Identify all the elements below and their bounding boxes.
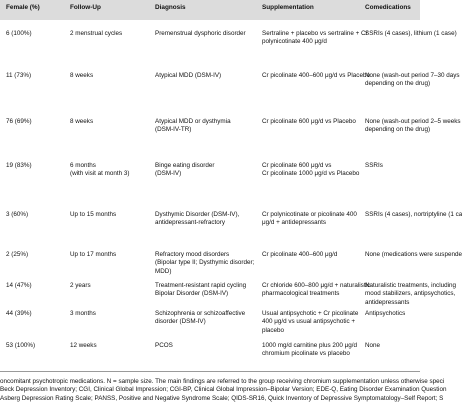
cell-line: Sertraline + placebo vs sertraline + Cr [262, 30, 368, 37]
cell-comedications [365, 342, 380, 350]
cell-comedications [365, 211, 462, 219]
cell-supplementation [262, 30, 368, 47]
cell-line: None (wash-out period 2–5 weeks [365, 118, 461, 125]
cell-line: 1000 mg/d carnitine plus 200 μg/d [262, 342, 357, 349]
cell-line: Naturalistic treatments, including [365, 282, 456, 289]
cell-followup [70, 251, 116, 259]
cell-followup [70, 310, 96, 318]
cell-diagnosis [155, 30, 246, 38]
cell-line: 2 menstrual cycles [70, 30, 123, 37]
cell-line: Binge eating disorder [155, 162, 215, 169]
cell-diagnosis [155, 342, 173, 350]
cell-line: 2 years [70, 282, 91, 289]
cell-line: Premenstrual dysphoric disorder [155, 30, 246, 37]
cell-comedications [365, 251, 462, 259]
cell-female: 3 (60%) [6, 211, 29, 218]
cell-line: None (wash-out period 7–30 days [365, 72, 460, 79]
footnote-line: oncomitant psychotropic medications. N = sample size. The main findings are referred to the group receiving chromium supplementation unless otherwise speci [0, 378, 445, 385]
cell-comedications [365, 118, 461, 135]
cell-supplementation [262, 342, 357, 359]
cell-diagnosis [155, 118, 231, 135]
cell-line: 400 μg/d vs usual antipsychotic + [262, 318, 356, 326]
cell-followup [70, 118, 93, 126]
cell-female: 6 (100%) [6, 30, 32, 37]
cell-line: Bipolar Disorder (DSM-IV) [155, 290, 229, 298]
table-footnote [0, 378, 447, 403]
cell-diagnosis [155, 162, 215, 179]
cell-diagnosis [155, 211, 239, 228]
footnote-line: Beck Depression Inventory; CGI, Clinical Global Impression; CGI-BP, Clinical Global Impression–Bipolar Version; EDE-Q, Eating Disorder Examination Question [0, 386, 447, 394]
cell-comedications [365, 310, 405, 318]
cell-line: Cr chloride 600–800 μg/d + naturalistic [262, 282, 371, 289]
cell-supplementation [262, 251, 337, 259]
cell-female: 11 (73%) [6, 72, 32, 79]
cell-line: Cr picolinate 400–600 μg/d [262, 251, 338, 258]
cell-female: 14 (47%) [6, 282, 32, 289]
cell-line: 8 weeks [70, 72, 94, 79]
cell-line: SSRIs (4 cases), lithium (1 case) [365, 30, 457, 37]
cell-line: antidepressants [365, 298, 410, 306]
cell-line: 3 months [70, 310, 96, 317]
cell-line: disorder (DSM-IV) [155, 318, 206, 326]
cell-line: Atypical MDD (DSM-IV) [155, 72, 222, 79]
cell-supplementation [262, 118, 356, 126]
cell-line: Antipsychotics [365, 310, 406, 317]
header-female: Female (%) [6, 4, 40, 11]
footnote-line: Asberg Depression Rating Scale; PANSS, Positive and Negative Syndrome Scale; QIDS-SR16, Quick Inventory of Depressive Symptomatology–Self Report; S [0, 394, 444, 402]
cell-comedications [365, 30, 457, 38]
cell-female: 76 (69%) [6, 118, 32, 125]
table-bottom-rule [0, 371, 420, 372]
cell-line: MDD) [155, 267, 172, 275]
cell-line: Refractory mood disorders [155, 251, 230, 258]
cell-female: 44 (39%) [6, 310, 32, 317]
cell-female: 19 (83%) [6, 162, 32, 169]
cell-female: 2 (25%) [6, 251, 29, 258]
cell-line: placebo [262, 326, 285, 334]
cell-line: Usual antipsychotic + Cr picolinate [262, 310, 359, 317]
header-comedications: Comedications [365, 4, 411, 11]
cell-comedications [365, 282, 456, 307]
cell-line: Atypical MDD or dysthymia [155, 118, 231, 125]
cell-comedications [365, 72, 460, 89]
cell-line: Cr picolinate 600 μg/d vs [262, 162, 332, 169]
cell-comedications [365, 162, 383, 170]
cell-line: Cr polynicotinate or picolinate 400 [262, 211, 357, 218]
cell-supplementation [262, 72, 370, 80]
cell-followup [70, 30, 122, 38]
cell-diagnosis [155, 72, 221, 80]
cell-line: Cr picolinate 1000 μg/d vs Placebo [262, 170, 360, 178]
cell-line: Dysthymic Disorder (DSM-IV), [155, 211, 240, 218]
cell-followup [70, 342, 97, 350]
cell-line: mood stabilizers, antipsychotics, [365, 290, 456, 298]
cell-line: 6 months [70, 162, 96, 169]
cell-diagnosis [155, 282, 246, 299]
cell-female: 53 (100%) [6, 342, 36, 349]
header-diagnosis: Diagnosis [155, 4, 186, 11]
cell-followup [70, 282, 91, 290]
cell-line: 8 weeks [70, 118, 94, 125]
table-header [0, 0, 420, 20]
cell-supplementation [262, 211, 357, 228]
cell-line: Up to 15 months [70, 211, 117, 218]
cell-line: Cr picolinate 400–600 μg/d vs Placebo [262, 72, 370, 79]
cell-line: depending on the drug) [365, 126, 431, 134]
header-followup: Follow-Up [70, 4, 101, 11]
cell-line: Cr picolinate 600 μg/d vs Placebo [262, 118, 356, 125]
cell-diagnosis [155, 251, 254, 276]
cell-line: antidepressant-refractory [155, 219, 225, 227]
cell-line: chromium picolinate vs placebo [262, 350, 350, 358]
cell-diagnosis [155, 310, 245, 327]
cell-line: SSRIs [365, 162, 383, 169]
cell-line: Schizophrenia or schizoaffective [155, 310, 246, 317]
cell-line: None [365, 342, 381, 349]
cell-line: (with visit at month 3) [70, 170, 130, 178]
cell-line: pharmacological treatments [262, 290, 340, 298]
cell-line: (Bipolar type II; Dysthymic disorder; [155, 259, 255, 267]
cell-supplementation [262, 162, 359, 179]
cell-line: (DSM-IV) [155, 170, 182, 178]
cell-line: Treatment-resistant rapid cycling [155, 282, 247, 289]
cell-line: polynicotinate 400 μg/d [262, 38, 327, 46]
cell-line: 12 weeks [70, 342, 97, 349]
header-supplementation: Supplementation [262, 4, 314, 11]
cell-line: SSRIs (4 cases), nortriptyline (1 ca [365, 211, 462, 218]
cell-followup [70, 162, 130, 179]
cell-line: (DSM-IV-TR) [155, 126, 192, 134]
cell-supplementation [262, 282, 370, 299]
cell-line: PCOS [155, 342, 173, 349]
cell-line: μg/d + antidepressants [262, 219, 327, 227]
cell-supplementation [262, 310, 358, 335]
cell-followup [70, 72, 93, 80]
cell-line: depending on the drug) [365, 80, 431, 88]
cell-line: Up to 17 months [70, 251, 117, 258]
cell-line: None (medications were suspende [365, 251, 462, 258]
cell-followup [70, 211, 116, 219]
